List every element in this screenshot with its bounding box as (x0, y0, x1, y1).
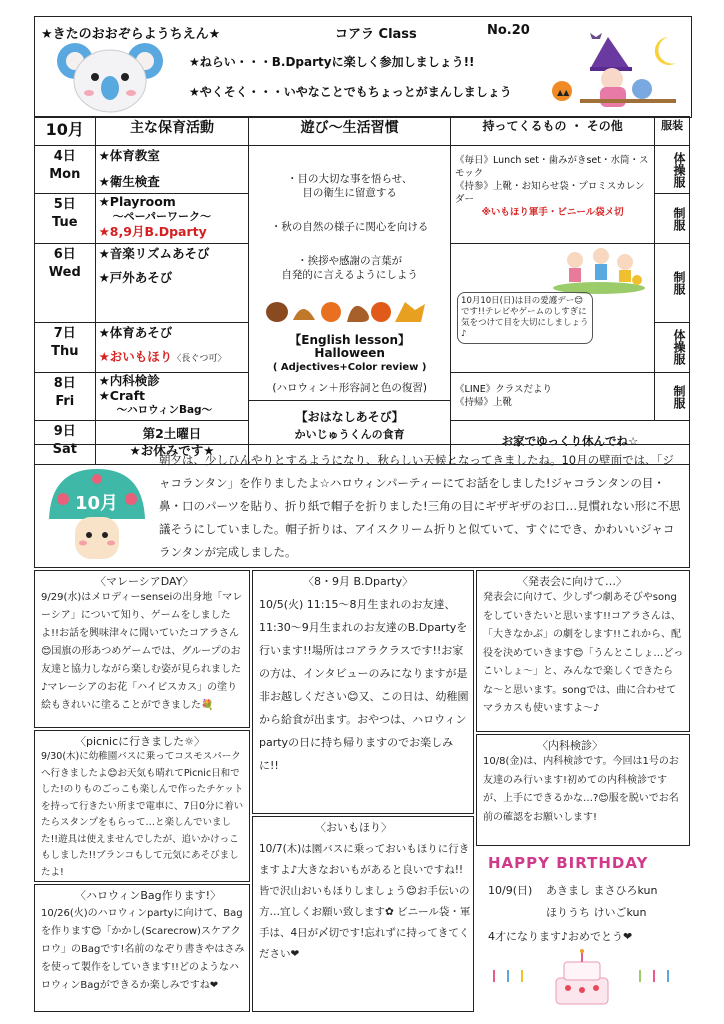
activity-item: ★8,9月B.Dparty (98, 224, 207, 239)
story-title: 【おはなしあそび】 (295, 410, 404, 424)
malaysia-box (34, 570, 250, 728)
activity-cell (95, 146, 249, 194)
naika-title: 〈内科検診〉 (537, 739, 603, 752)
date-label: 5日 (53, 197, 76, 212)
day-cell (35, 146, 96, 194)
promise-text: ★やくそく・・・いやなことでもちょっとがまんしましょう (189, 85, 512, 99)
items-line: 《LINE》クラスだより (455, 384, 552, 395)
play-column (249, 146, 451, 465)
class-name: コアラ Class (335, 27, 417, 42)
clothes-header: 服装 (655, 117, 690, 146)
goal-line: ・目の大切な事を悟らせ、 (286, 173, 413, 185)
clothes-cell: 制服 (655, 244, 690, 323)
activity-note: 〈長ぐつ可〉 (172, 353, 227, 364)
day-cell (35, 373, 96, 421)
items-bring: 《持参》上靴・お知らせ袋・プロミスカレンダー (455, 181, 645, 205)
birthday-message: 4才になります♪おめでとう❤ (488, 930, 633, 943)
items-daily: 《毎日》Lunch set・歯みがきset・水筒・スモック (455, 155, 649, 179)
eye-day-memo: 10月10日(日)は目の愛護デー😊です!!テレビやゲームのしすぎに気をつけて目を大切にしましょう♪ (457, 292, 593, 344)
school-name: ★きたのおおぞらようちえん★ (41, 27, 221, 42)
halloween-bag-box (34, 884, 250, 1012)
halloween-bag-text: 10/26(火)のハロウィンpartyに向けて、Bagを作ります😊「かかし(Scarecrow)スケアクロウ」のBagです!名前のなぞり書きやはさみを使って製作をしていきます!!どのようなハロウィンBagができるか楽しみですね❤ (41, 908, 245, 991)
table-header-row (35, 117, 690, 146)
picnic-box (34, 730, 250, 882)
activity-sub: ～ペーパーワーク～ (112, 210, 212, 223)
birthday-party-text: 10/5(火) 11:15～8月生まれのお友達、11:30～9月生まれのお友達のB.Dpartyを行います!!場所はコアラクラスです!!お家の方は、インタビューのみになりますが是非お越しください😊又、この日は、幼稚園から給食が出ます。おやつは、ハロウィンpartyの日に持ち帰りますのでお楽しみに!! (259, 598, 469, 772)
birthday-date: 10/9(日) (488, 884, 533, 897)
items-return: 《持帰》上靴 (455, 397, 513, 408)
happyokai-text: 発表会に向けて、少しずつ劇あそびやsongをしていきたいと思います!!コアラさんは、「大きなかぶ」の劇をします!!これから、配役を決めていきます😊「うんとこしょ…どっこいしょ～」と、みんなで楽しくできたらな〜と思います。songでは、曲に合わせてマラカスも使いますよ～♪ (483, 592, 684, 714)
activity-item: ★お休みです★ (129, 443, 215, 458)
items-cell (451, 146, 655, 244)
imohori-title: 〈おいもほり〉 (315, 821, 392, 834)
naika-text: 10/8(金)は、内科検診です。今回は1号のお友達のみ行います!初めての内科検診ですが、上手にできるかな…?😊服を脱いでお名前の確認をお願いします! (483, 756, 679, 823)
weekday-label: Mon (49, 167, 81, 182)
month-header: 10月 (35, 117, 96, 146)
weekday-label: Wed (48, 265, 81, 280)
picnic-text: 9/30(木)に幼稚園バスに乗ってコスモスパークへ行きましたよ😊お天気も晴れてPicnic日和でした!のりものごっこも楽しんで作ったチケットを持って行きたい所まで電車に、7日0分に着いたらスタンプをもらって…と楽しんでいました!!遊具は使えませんでしたが、追いかけっこもしました!!ブランコもして元気にあそびましたよ! (41, 751, 244, 878)
items-cell (451, 373, 655, 421)
day-cell (35, 194, 96, 244)
activity-item: ★内科検診 (98, 373, 160, 388)
children-illustration (551, 244, 647, 294)
items-deadline: ※いもほり軍手・ビニール袋メ切 (481, 207, 624, 218)
date-label: 6日 (53, 247, 76, 262)
activity-cell (95, 373, 249, 421)
goal-eyes (249, 172, 450, 200)
intro-text: 朝夕は、少しひんやりとするようになり、秋らしい天候となってきましたね。10月の壁面では、「ジャコランタン」を作りましたよ☆ハロウィンパーティーにてお話をしました!ジャコランタンの目・鼻・口のパーツを貼り、折り紙で帽子を折りました!三角の目にギザギザのお口…見慣れない形に不思議そうにしていました。帽子折りは、アイスクリーム折りと似ていて、すぐにでき、かわいいジャコランタンが完成しました。 (159, 453, 681, 559)
activity-item: ★体育あそび (98, 324, 173, 340)
activity-item: ★衛生検査 (98, 174, 160, 189)
birthday-party-title: 〈8・9月 B.Dparty〉 (303, 575, 414, 588)
malaysia-title: 〈マレーシアDAY〉 (95, 575, 194, 588)
clothes-cell: 制服 (655, 373, 690, 421)
english-lesson-topic: Halloween (314, 346, 385, 360)
activity-item: ★おいもほり (98, 348, 173, 364)
issue-number: No.20 (487, 23, 530, 38)
activity-item: ★体育教室 (98, 148, 160, 163)
weekly-schedule-table (34, 116, 690, 465)
activity-cell (95, 244, 249, 323)
birthday-title: HAPPY BIRTHDAY (488, 854, 649, 872)
weekday-label: Fri (55, 394, 75, 409)
play-header: 遊び～生活習慣 (249, 117, 451, 146)
activity-item: ★戸外あそび (98, 270, 173, 285)
activity-header: 主な保育活動 (95, 117, 249, 146)
activity-item: ★音楽リズムあそび (98, 246, 210, 261)
halloween-witch-illustration (550, 27, 686, 115)
malaysia-text: 9/29(水)はメロディーsenseiの出身地「マレーシア」について知り、ゲームをしましたよ!!お話を興味津々に聞いていたコアラさん😊国旗の形あつめゲームでは、グループのお友達と協力しながら楽しむ姿が見られました♪マレーシアのお花「ハイビスカス」の塗り絵もきれいに塗ることができました💐 (41, 592, 243, 711)
intro-box (34, 444, 690, 568)
items-header: 持ってくるもの ・ その他 (451, 117, 655, 146)
halloween-bag-title: 〈ハロウィンBag作ります!〉 (75, 889, 222, 902)
date-label: 7日 (53, 325, 76, 341)
autumn-illustration (263, 292, 433, 326)
table-row (35, 146, 690, 194)
birthday-cake-illustration (484, 948, 680, 1010)
english-lesson-sub: ( Adjectives+Color review ) (272, 362, 427, 373)
activity-cell (95, 322, 249, 373)
birthday-party-box (252, 570, 474, 814)
story-name: かいじゅうくんの食育 (294, 428, 405, 441)
birthday-name-2: ほりうち けいごkun (546, 906, 647, 919)
weekday-label: Thu (51, 343, 79, 359)
activity-item: ★Craft (98, 388, 145, 403)
newsletter-header (34, 16, 692, 118)
goal-nature: ・秋の自然の様子に関心を向ける (270, 221, 429, 233)
activity-item: 第2土曜日 (142, 426, 202, 441)
naika-box (476, 734, 690, 846)
english-lesson-title: 【English lesson】 (289, 333, 411, 347)
imohori-box (252, 816, 474, 1012)
goal-line: ・挨拶や感謝の言葉が (297, 255, 403, 267)
activity-sub: ～ハロウィンBag～ (116, 404, 213, 416)
saturday-note: お家でゆっくり休んでね☆ (451, 421, 690, 465)
birthday-box (476, 848, 690, 1014)
koala-illustration (55, 39, 165, 115)
aim-text: ★ねらい・・・B.Dpartyに楽しく参加しましょう!! (189, 55, 475, 69)
day-cell (35, 244, 96, 323)
items-memo-cell (451, 244, 655, 373)
picnic-title: 〈picnicに行きました☼〉 (75, 735, 206, 748)
happyokai-title: 〈発表会に向けて…〉 (517, 575, 627, 588)
date-label: 4日 (53, 149, 76, 164)
svg-text:▲▲: ▲▲ (557, 88, 570, 97)
clothes-cell: 制服 (655, 194, 690, 244)
happyokai-box (476, 570, 690, 732)
weekday-label: Tue (52, 215, 78, 230)
weekday-label: Sat (52, 442, 77, 457)
goal-line: 自発的に言えるようにしよう (281, 269, 418, 281)
date-label: 9日 (53, 424, 76, 439)
clothes-cell: 体操服 (655, 146, 690, 194)
goal-line: 目の衛生に留意する (302, 187, 397, 199)
date-label: 8日 (53, 376, 76, 391)
birthday-name-1: あきまし まさひろkun (546, 884, 658, 897)
month-badge: 10月 (75, 493, 119, 514)
clothes-cell: 体操服 (655, 322, 690, 373)
day-cell (35, 322, 96, 373)
imohori-text: 10/7(木)は園バスに乗っておいもほりに行きますよ♪大きなおいもがあると良いですね!!皆で沢山おいもほりしましょう😊お手伝いの方…宜しくお願い致します✿ ビニール袋・軍手は、4日が〆切です!忘れずに持ってきてください❤ (259, 843, 471, 960)
activity-cell (95, 194, 249, 244)
goal-greeting (249, 254, 450, 282)
activity-item: ★Playroom (98, 194, 176, 209)
english-lesson-jp: (ハロウィン＋形容詞と色の復習) (272, 382, 427, 394)
